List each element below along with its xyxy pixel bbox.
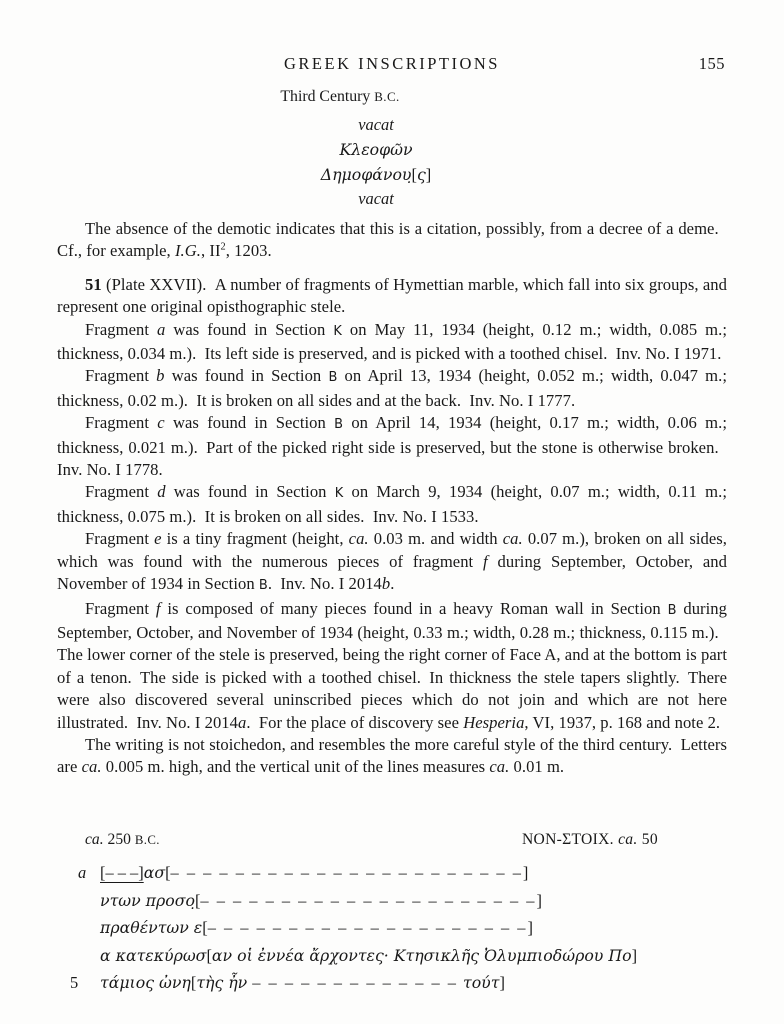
text-segment: during September, October, and November of 1934 in Section — [57, 551, 727, 594]
text-segment: 51 — [85, 274, 102, 294]
running-head — [57, 54, 727, 76]
citation-block — [0, 113, 752, 212]
text-segment: 2 — [220, 241, 226, 253]
date-label — [85, 831, 160, 849]
text-segment: a — [157, 319, 166, 339]
text-segment: ς — [416, 164, 426, 184]
text-segment: [– – –] — [100, 863, 144, 882]
text-segment: The absence of the demotic indicates that this is a citation, possibly, from a decree of a deme. Cf., for example, — [57, 219, 727, 261]
text-segment: e — [154, 529, 162, 549]
text-segment: , II — [200, 241, 221, 261]
text-segment: b — [156, 366, 165, 386]
text-segment: ] — [536, 890, 542, 910]
citation-line — [0, 113, 752, 138]
text-segment: is a tiny fragment (height, — [161, 529, 349, 549]
text-segment: B — [334, 417, 344, 433]
text-segment: ca. — [489, 757, 510, 777]
inscription-block — [57, 859, 727, 997]
text-segment: was found in Section — [165, 482, 335, 502]
text-segment: [ — [411, 164, 417, 184]
inscription-text — [100, 918, 533, 937]
text-segment: α κατεκύρωσ — [100, 945, 207, 965]
inscription-line — [57, 887, 727, 915]
text-segment: B — [328, 370, 338, 386]
paragraph — [57, 274, 727, 319]
text-segment: d — [157, 482, 166, 502]
inscription-line — [57, 969, 727, 997]
text-segment: B.C. — [134, 833, 160, 847]
text-segment: Hesperia — [463, 712, 525, 732]
text-segment: Fragment — [85, 319, 157, 339]
text-segment: B — [667, 602, 677, 618]
text-segment: – – – – – – – – – – – – – — [252, 973, 458, 992]
paragraph — [57, 365, 727, 412]
inscription-line — [57, 914, 727, 942]
line-number: 5 — [70, 973, 79, 992]
paragraph — [57, 528, 727, 597]
text-segment: NON-ΣΤΟΙΧ. — [521, 831, 619, 848]
text-segment: a — [237, 712, 247, 732]
citation-line — [0, 163, 752, 188]
text-segment: 0.03 m. and width — [368, 529, 503, 549]
paragraph — [57, 481, 727, 528]
body-paragraphs — [57, 218, 727, 779]
text-segment: ] — [499, 973, 505, 992]
text-segment: ca. — [618, 831, 638, 848]
text-segment: Fragment — [85, 482, 158, 502]
text-segment: Κλεοφῶν — [339, 139, 413, 159]
text-segment: was found in Section — [164, 413, 335, 433]
dating-heading — [0, 88, 680, 106]
text-segment: c — [157, 413, 165, 433]
text-segment: αν οἱ ἐννέα ἄρχοντες· Κτησικλῆς Ὀλυμπιοδώρου Πο — [211, 945, 632, 965]
text-segment: Fragment — [85, 598, 156, 618]
text-segment: was found in Section — [164, 366, 329, 386]
text-segment: ca. — [81, 757, 102, 777]
inscription-text — [100, 863, 528, 882]
text-segment: The writing is not stoichedon, and resembles the more careful style of the third century. Letters are — [57, 734, 727, 777]
text-segment: Δημοφάνου̣ — [320, 164, 412, 184]
page-number: 155 — [698, 54, 725, 73]
text-segment: τὴς ἦν — [196, 973, 253, 992]
text-segment: ] — [522, 863, 529, 882]
text-segment: . — [390, 574, 395, 594]
paragraph — [57, 598, 727, 734]
text-segment: , VI, 1937, p. 168 and note 2. — [524, 712, 721, 732]
text-segment: f — [483, 551, 488, 571]
text-segment: (Plate XXVII). A number of fragments of Hymettian marble, which fall into six groups, and represent one original opisthographic stele. — [57, 274, 727, 317]
text-segment: on April 14, 1934 (height, 0.17 m.; width, 0.06 m.; thickness, 0.021 m.). Part of the picked right side is preserved, but the stone is otherwise broken. Inv. No. I 1778. — [57, 413, 727, 480]
text-segment: 0.005 m. high, and the vertical unit of the lines measures — [101, 757, 490, 777]
paragraph — [57, 319, 727, 366]
text-segment: on April 13, 1934 (height, 0.052 m.; width, 0.047 m.; thickness, 0.02 m.). It is broken on all sides and at the back. Inv. No. I 1777. — [57, 366, 728, 410]
text-segment: πραθέντων ε — [100, 918, 203, 937]
text-segment: ] — [527, 918, 533, 937]
text-segment: 50 — [637, 831, 658, 848]
inscription-line — [57, 859, 727, 887]
text-segment: ασ — [143, 863, 166, 882]
text-segment: τάμιος ὠνη — [100, 973, 191, 992]
text-segment: 250 — [103, 831, 135, 848]
text-segment: ca. — [348, 529, 369, 549]
text-segment: ca. — [85, 831, 104, 848]
text-segment: Third Century — [280, 88, 375, 105]
text-segment: I.G. — [174, 241, 201, 261]
text-segment: K — [333, 323, 342, 339]
text-segment: [ — [206, 945, 212, 965]
text-segment: ] — [631, 945, 638, 965]
text-segment: Fragment — [85, 529, 155, 549]
text-segment: B.C. — [374, 89, 400, 104]
fragment-label: a — [78, 863, 87, 882]
citation-line — [0, 138, 752, 163]
text-segment: B — [258, 578, 268, 594]
paragraph — [57, 218, 727, 263]
text-segment: Fragment — [85, 366, 157, 386]
text-segment: – – – – – – – – – – – – – – – – – – – – – – — [170, 863, 523, 882]
text-segment: – – – – – – – – – – – – – – – – – – – – — [207, 918, 528, 937]
text-segment: K — [334, 486, 344, 502]
paragraph — [57, 734, 727, 779]
inscription-text — [100, 973, 505, 992]
text-segment: was found in Section — [165, 319, 334, 339]
text-segment: f — [155, 598, 161, 618]
text-segment: Fragment — [85, 413, 158, 433]
text-segment: vacat — [358, 189, 394, 209]
text-segment: b — [381, 574, 391, 594]
text-segment: τούτ — [457, 973, 500, 992]
text-segment: ντων προσο̣ — [100, 890, 195, 910]
text-segment: [ — [194, 890, 201, 910]
citation-line — [0, 187, 752, 212]
text-segment: . For the place of discovery see — [246, 712, 464, 732]
page-title: GREEK INSCRIPTIONS — [284, 54, 500, 73]
text-segment: during September, October, and November of 1934 (height, 0.33 m.; width, 0.28 m.; thickness, 0.115 m.). The lower corner of the stele is preserved, being the right corner of Face A, and at the bottom is part of a tenon. The side is picked with a toothed chisel. In thickness the stele tapers slightly. There were also discovered several uninscribed pieces which do not join and which are not here illustrated. Inv. No. I 2014 — [57, 598, 727, 732]
inscription-text — [100, 891, 542, 910]
text-segment: ca. — [502, 529, 523, 549]
text-segment: . Inv. No. I 2014 — [267, 574, 382, 594]
text-segment: 0.07 m.), broken on all sides, which was found with the numerous pieces of fragment — [57, 529, 727, 571]
text-segment: [ — [165, 863, 171, 882]
text-segment: [ — [190, 973, 197, 992]
stoichedon-label — [522, 831, 658, 849]
text-segment: is composed of many pieces found in a heavy Roman wall in Section — [160, 598, 668, 618]
text-segment: – – – – – – – – – – – – – – – – – – – – – — [200, 890, 537, 910]
paragraph — [57, 412, 727, 481]
text-segment: , 1203. — [225, 241, 272, 261]
inscription-line — [57, 942, 727, 970]
text-segment: [ — [202, 918, 208, 937]
text-segment: on March 9, 1934 (height, 0.07 m.; width, 0.11 m.; thickness, 0.075 m.). It is broken on all sides. Inv. No. I 1533. — [57, 482, 727, 526]
inscription-text — [100, 946, 637, 965]
text-segment: ] — [425, 164, 432, 184]
text-segment: on May 11, 1934 (height, 0.12 m.; width, 0.085 m.; thickness, 0.034 m.). Its left side is preserved, and is picked with a toothed chisel. Inv. No. I 1971. — [57, 319, 728, 364]
text-segment: vacat — [358, 115, 394, 134]
text-segment: 0.01 m. — [509, 757, 565, 777]
